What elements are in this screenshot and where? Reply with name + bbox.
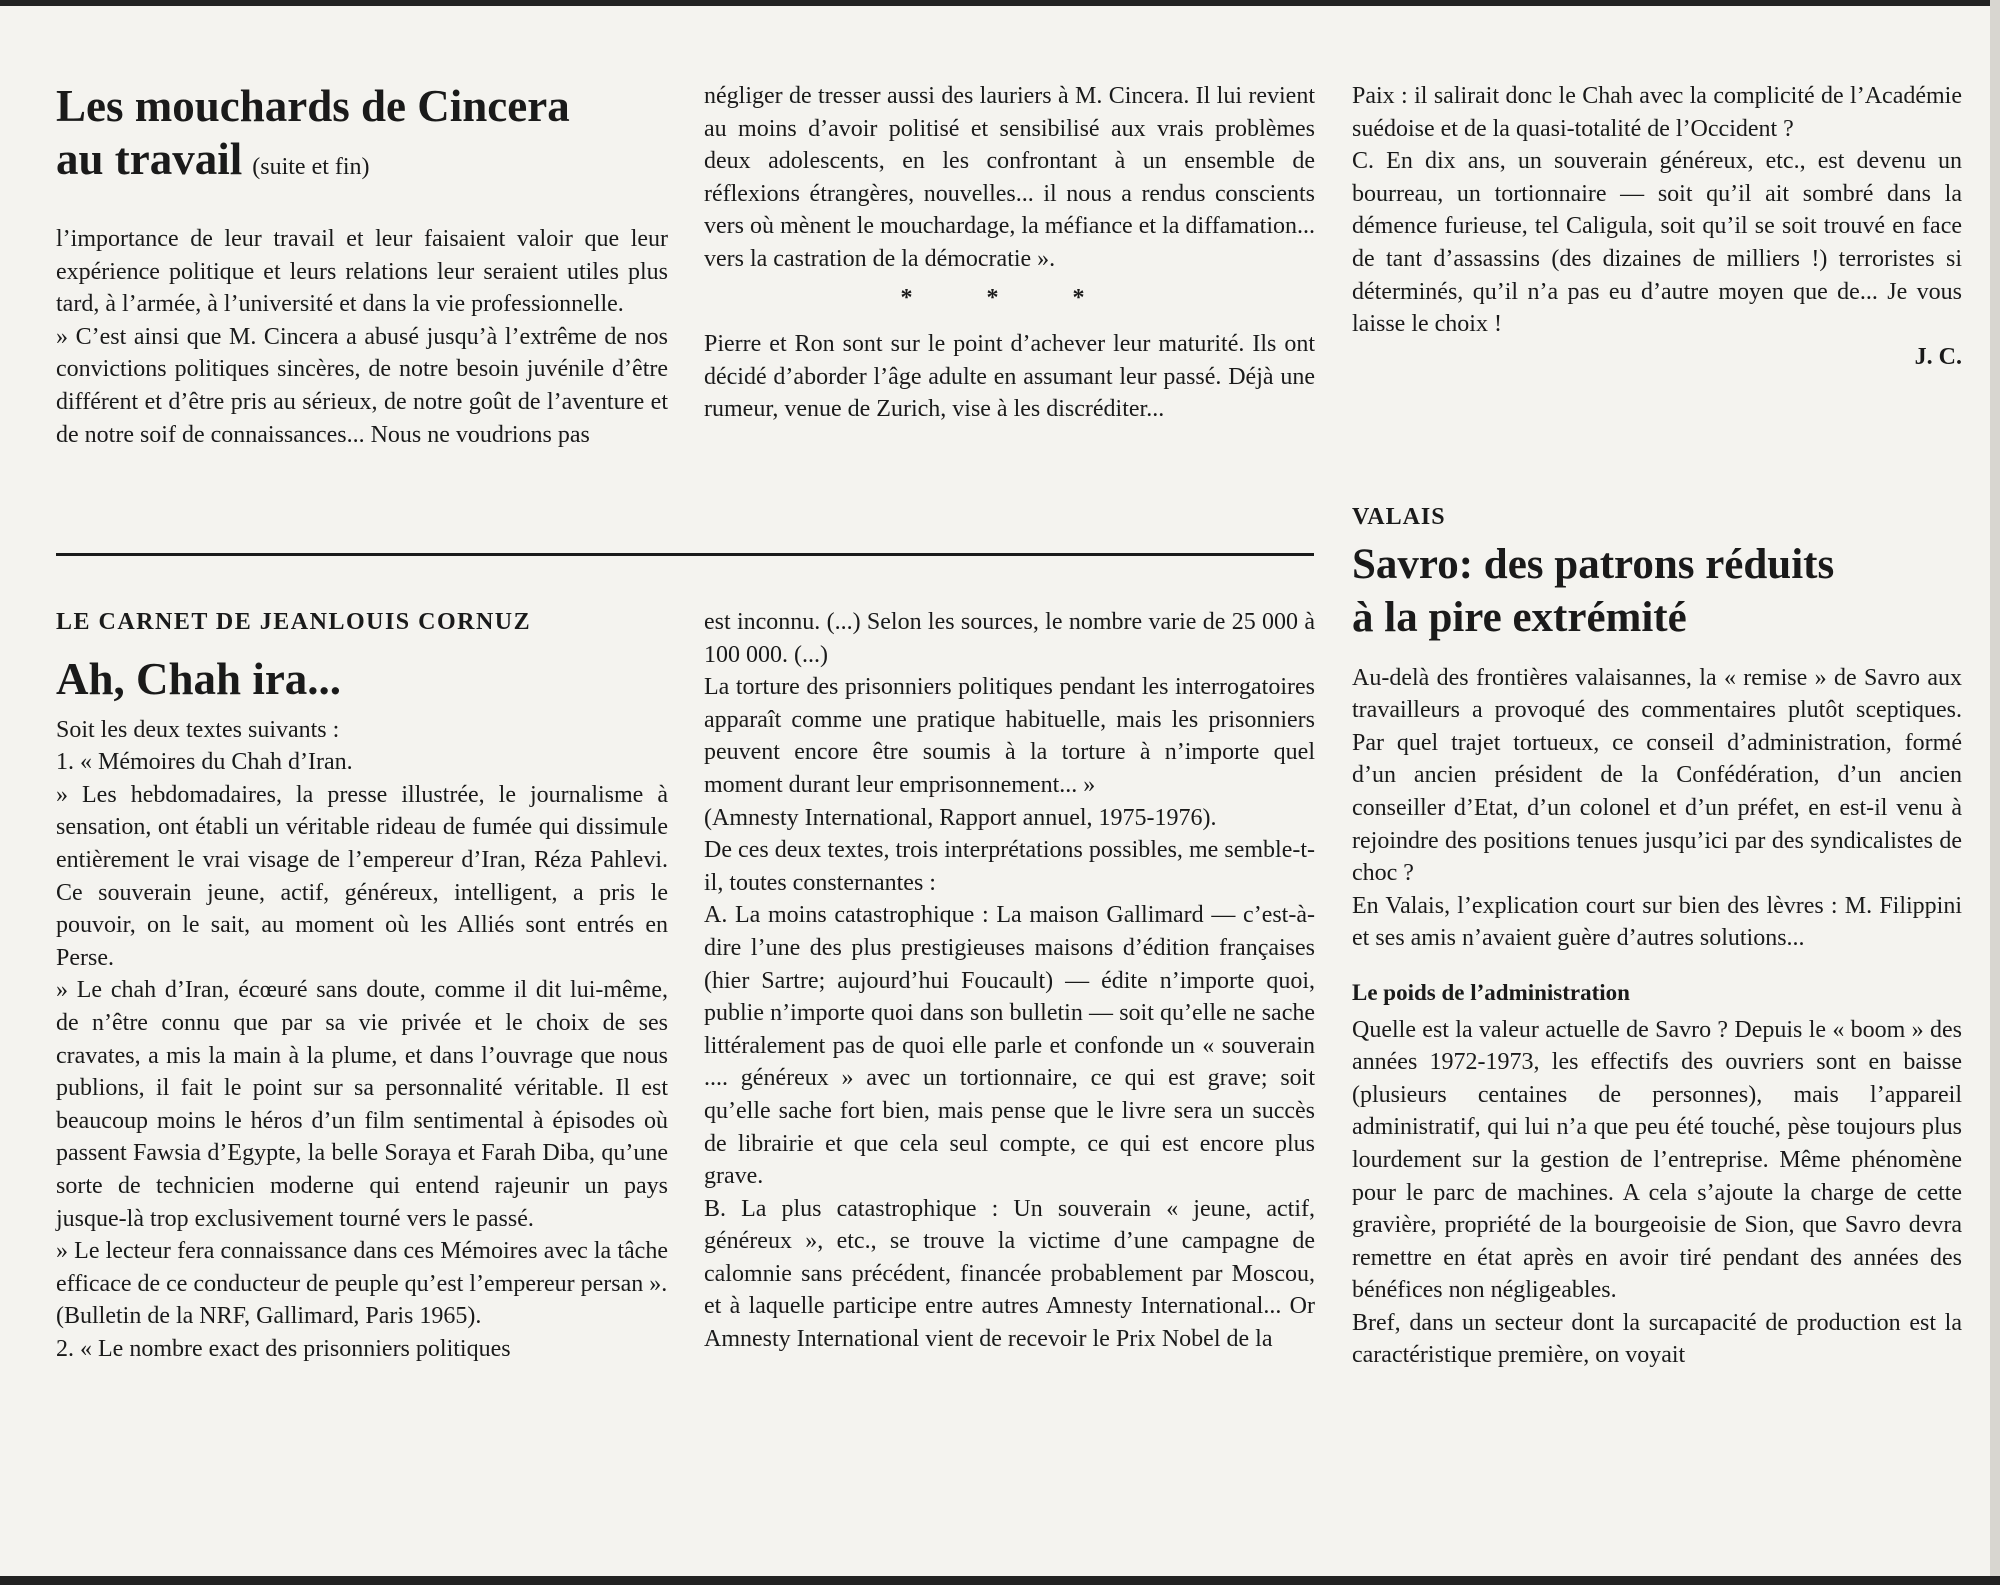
article2-col1-para-7: 2. « Le nombre exact des prisonniers politiques (56, 1335, 511, 1362)
article2-col2-para-5: A. La moins catastrophique : La maison Gallimard — c’est-à-dire l’une des plus prestigieuses maisons d’édition françaises (hier Sartre; aujourd’hui Foucault) — édite n’importe quoi, publie n’importe quoi dans son bulletin — soit qu’elle ne sache littéralement pas de quoi elle parle et confonde un « souverain .... généreux » avec un tortionnaire, ce qui est grave; soit qu’elle sache fort bien, mais pense que le livre sera un succès de librairie et que cela seul compte, ce qui est encore plus grave. (704, 902, 1315, 1190)
article2-col3 (1352, 80, 1962, 373)
article1-col2-para-1: négliger de tresser aussi des lauriers à M. Cincera. Il lui revient au moins d’avoir politisé et sensibilisé aux vrais problèmes deux adolescents, en les confrontant à un ensemble de réflexions étrangères, nouvelles... il nous a rendus conscients vers où mènent le mouchardage, la méfiance et la diffamation... vers la castration de la démocratie ». (704, 83, 1315, 272)
article2-col1-para-4: » Le chah d’Iran, écœuré sans doute, comme il dit lui-même, de n’être connu que par sa vie privée et le choix de ses cravates, a mis la main à la plume, et dans l’ouvrage que nous publions, il fait le point sur sa personnalité véritable. Il est beaucoup moins le héros d’un film sentimental à épisodes où passent Fawsia d’Egypte, la belle Soraya et Farah Diba, qu’une sorte de technicien moderne qui entend rajeunir un pays jusque-là trop exclusivement tourné vers le passé. (56, 977, 668, 1232)
section-divider (56, 553, 1314, 556)
article1-title (56, 80, 668, 194)
article2-col3-para-1: Paix : il salirait donc le Chah avec la complicité de l’Académie suédoise et de la quasi-totalité de l’Occident ? (1352, 83, 1962, 142)
article3-title-line1: Savro: des patrons réduits (1352, 540, 1835, 588)
article2-col1-para-3: » Les hebdomadaires, la presse illustrée, le journalisme à sensation, ont établi un véritable rideau de fumée qui dissimule entièrement le vrai visage de l’empereur d’Iran, Réza Pahlevi. Ce souverain jeune, actif, généreux, intelligent, a pris le pouvoir, on le sait, au moment où les Alliés sont entrés en Perse. (56, 781, 668, 971)
article1-title-line1: Les mouchards de Cincera (56, 81, 570, 131)
article3-para-1: Au-delà des frontières valaisannes, la « remise » de Savro aux travailleurs a provoqué des commentaires plutôt sceptiques. Par quel trajet tortueux, ce conseil d’administration, formé d’un ancien président de la Confédération, d’un ancien conseiller d’Etat, d’un colonel et d’un préfet, en est-il venu à rejoindre des positions tenues jusqu’ici par des syndicalistes de choc ? (1352, 664, 1962, 887)
article2-col2-para-6: B. La plus catastrophique : Un souverain « jeune, actif, généreux », etc., se trouve la victime d’une campagne de calomnie sans précédent, financée probablement par Moscou, et à laquelle participe entre autres Amnesty International... Or Amnesty International vient de recevoir le Prix Nobel de la (704, 1195, 1315, 1353)
article3-kicker: VALAIS (1352, 504, 1446, 530)
article2-col2-para-4: De ces deux textes, trois interprétations possibles, me semble-t-il, toutes consternantes : (704, 837, 1315, 896)
article3-title (1352, 538, 1962, 644)
article3-para-2: En Valais, l’explication court sur bien des lèvres : M. Filippini et ses amis n’avaient guère d’autres solutions... (1352, 892, 1962, 952)
article2-col1-para-2: 1. « Mémoires du Chah d’Iran. (56, 749, 353, 776)
article2-kicker: LE CARNET DE JEANLOUIS CORNUZ (56, 609, 532, 635)
article3-subhead: Le poids de l’administration (1352, 979, 1630, 1005)
article2-col3-para-2: C. En dix ans, un souverain généreux, etc., est devenu un bourreau, un tortionnaire — soit qu’il ait sombré dans la démence furieuse, tel Caligula, soit qu’il se soit trouvé en face de tant d’assassins (des dizaines de milliers !) terroristes si déterminés, qu’il n’a pas eu d’autre moyen que de... Je vous laisse le choix ! (1352, 148, 1962, 338)
article1-separator: * * * (900, 284, 1119, 311)
article2-col1-para-1: Soit les deux textes suivants : (56, 716, 340, 743)
article3-para-3: Quelle est la valeur actuelle de Savro ? Depuis le « boom » des années 1972-1973, les effectifs des ouvriers sont en baisse (plusieurs centaines de personnes), mais l’appareil administratif, qui lui n’a que peu été touché, pèse toujours plus lourdement sur la gestion de l’entreprise. Même phénomène pour le parc de machines. A cela s’ajoute la charge de cette gravière, propriété de la bourgeoisie de Sion, que Savro devra remettre en état après en avoir tiré pendant des années des bénéfices non négligeables. (1352, 1016, 1962, 1304)
article1-col1-para-1: l’importance de leur travail et leur faisaient valoir que leur expérience politique et leurs relations leur seraient utiles plus tard, à l’armée, à l’université et dans la vie professionnelle. (56, 226, 668, 318)
article1-title-line2: au travail (56, 134, 243, 184)
article1-col2 (704, 80, 1315, 426)
article2-col1-para-6: (Bulletin de la NRF, Gallimard, Paris 1965). (56, 1303, 482, 1330)
article3-para-4: Bref, dans un secteur dont la surcapacité de production est la caractéristique première, on voyait (1352, 1309, 1962, 1369)
article2-col1-para-5: » Le lecteur fera connaissance dans ces Mémoires avec la tâche efficace de ce conducteur de peuple qu’est l’empereur persan ». (56, 1238, 668, 1297)
bottom-rule (0, 1576, 2000, 1585)
article3-title-line2: à la pire extrémité (1352, 593, 1687, 641)
article2-col2-para-1: est inconnu. (...) Selon les sources, le nombre varie de 25 000 à 100 000. (...) (704, 609, 1315, 668)
article2-signature: J. C. (1914, 343, 1962, 370)
article1-col1-para-2: » C’est ainsi que M. Cincera a abusé jusqu’à l’extrême de nos convictions politiques sincères, de notre besoin juvénile d’être différent et d’être pris au sérieux, de notre goût de l’aventure et de notre soif de connaissances... Nous ne voudrions pas (56, 323, 668, 448)
article2-col1 (56, 606, 668, 1365)
top-rule (0, 0, 2000, 6)
article3 (1352, 501, 1962, 1372)
page-edge (1990, 0, 2000, 1585)
article1-col1 (56, 80, 668, 451)
article1-title-suffix: (suite et fin) (252, 154, 370, 180)
article2-col2-para-2: La torture des prisonniers politiques pendant les interrogatoires apparaît comme une pratique habituelle, mais les prisonniers peuvent encore être soumis à la torture à n’importe quel moment durant leur emprisonnement... » (704, 674, 1315, 798)
article1-col2-para-2: Pierre et Ron sont sur le point d’achever leur maturité. Ils ont décidé d’aborder l’âge adulte en assumant leur passé. Déjà une rumeur, venue de Zurich, vise à les discréditer... (704, 331, 1315, 423)
article2-col2 (704, 606, 1315, 1356)
article2-title: Ah, Chah ira... (56, 653, 342, 704)
article2-col2-para-3: (Amnesty International, Rapport annuel, 1975-1976). (704, 804, 1217, 831)
